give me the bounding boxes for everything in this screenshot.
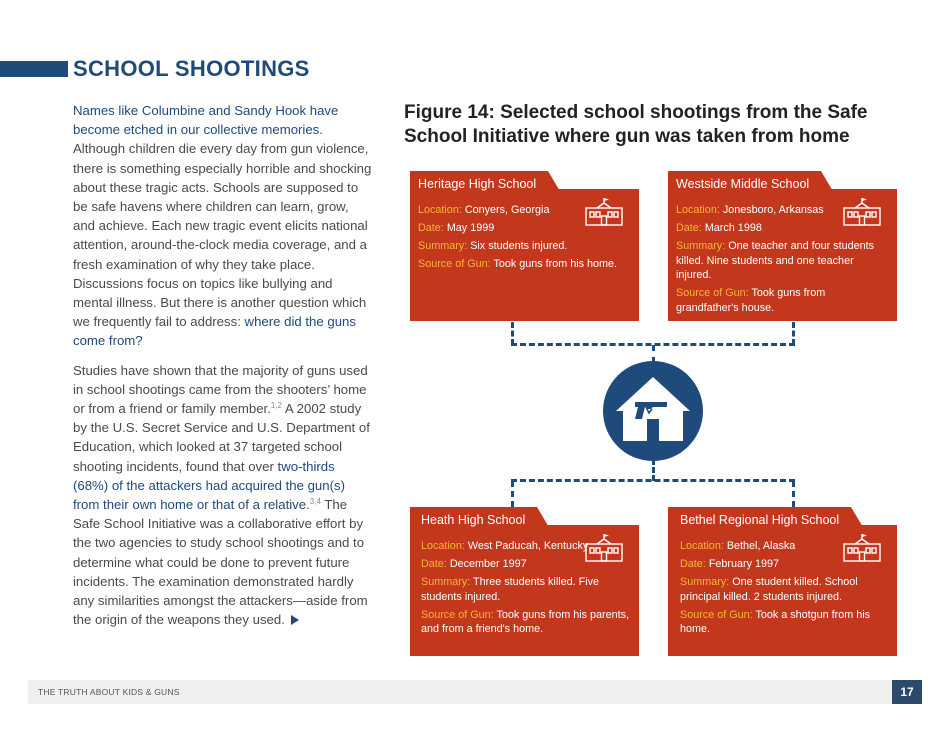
card-school-name: Heath High School [410,507,537,534]
card-source: Took guns from his home. [493,258,618,270]
card-location: West Paducah, Kentucky [467,540,589,552]
figure-title: Figure 14: Selected school shootings from the Safe School Initiative where gun was taken from home [404,102,868,147]
location-label: Location: [418,204,462,216]
source-label: Source of Gun: [418,258,491,270]
title-accent-bar [0,61,68,77]
card-summary: Three students killed. Five students injured. [421,576,600,603]
studies-part2: A 2002 study by the U.S. Secret Service and U.S. Department of Education, which looked at 37 targeted school shooting incidents, found that over [73,401,370,474]
card-date: December 1997 [449,558,527,570]
card-summary: Six students injured. [470,240,568,252]
shooting-card-westside [668,171,897,321]
summary-label: Summary: [421,576,471,588]
location-label: Location: [421,540,465,552]
summary-label: Summary: [680,576,730,588]
location-label: Location: [680,540,724,552]
intro-body: Although children die every day from gun violence, there is something especially horrible and shocking about these tragic acts. Schools are supposed to be safe havens where children can learn, grow, and achieve. Each new tragic event elicits national attention, around-the-clock media coverage, and a fresh examination of why they take place. Discussions focus on topics like bullying and mental illness. But there is another question which we frequently fail to address: [73,141,372,330]
intro-paragraph [73,101,373,351]
connector-line [652,459,655,481]
card-location: Bethel, Alaska [726,540,796,552]
source-label: Source of Gun: [676,287,749,299]
body-text-column [73,101,373,629]
card-body [410,189,639,321]
card-school-name: Heritage High School [410,171,548,198]
card-body [410,525,639,656]
location-label: Location: [676,204,720,216]
home-gun-icon [603,361,703,461]
source-label: Source of Gun: [421,608,494,621]
shooting-card-heritage [410,171,639,321]
connector-line [511,479,795,482]
school-building-icon [841,197,883,227]
summary-label: Summary: [676,240,726,252]
connector-line [511,322,514,345]
studies-part3: The Safe School Initiative was a collaborative effort by the two agencies to study school shootings and to determine what could be done to prevent future incidents. The examination demonstrated hardly any similarities amongst the attackers—aside from the origin of the weapons they used. [73,497,368,628]
date-label: Date: [421,558,447,570]
date-label: Date: [680,558,706,570]
card-date: May 1999 [446,222,495,234]
footer-publication-title: THE TRUTH ABOUT KIDS & GUNS [38,687,180,697]
card-source: Took guns from his parents, and from a friend's home. [421,608,630,635]
school-building-icon [841,533,883,563]
page-number: 17 [892,680,922,704]
source-label: Source of Gun: [680,608,753,621]
footnote-ref-1: 1,2 [270,401,282,411]
date-label: Date: [676,222,702,234]
card-summary: One teacher and four students killed. Nine students and one teacher injured. [676,240,875,281]
card-school-name: Bethel Regional High School [668,507,851,534]
studies-part1: Studies have shown that the majority of guns used in school shootings came from the shooters’ home or from a friend or family member. [73,362,368,417]
card-body [668,189,897,321]
connector-line [792,322,795,345]
card-location: Jonesboro, Arkansas [722,204,824,216]
card-source: Took a shotgun from his home. [680,608,871,635]
continue-arrow-icon [291,615,299,625]
section-title: SCHOOL SHOOTINGS [73,56,310,81]
intro-lead: Names like Columbine and Sandy Hook have become etched in our collective memories. [73,103,339,138]
card-summary: One student killed. School principal killed. 2 students injured. [680,576,858,603]
card-date: March 1998 [704,222,762,234]
card-location: Conyers, Georgia [464,204,550,216]
shooting-card-bethel [668,507,897,656]
date-label: Date: [418,222,444,234]
school-building-icon [583,533,625,563]
footnote-ref-2: 3,4 [309,497,321,507]
studies-paragraph [73,361,373,630]
card-date: February 1997 [708,558,780,570]
connector-line [792,481,795,507]
shooting-card-heath [410,507,639,656]
card-body [668,525,897,656]
card-source: Took guns from grandfather's house. [676,287,826,314]
intro-question: where did the guns come from? [73,314,356,349]
studies-highlight: two-thirds (68%) of the attackers had acquired the gun(s) from their own home or that of a relative. [73,458,345,513]
connector-line [511,481,514,507]
school-building-icon [583,197,625,227]
card-school-name: Westside Middle School [668,171,821,198]
summary-label: Summary: [418,240,468,252]
